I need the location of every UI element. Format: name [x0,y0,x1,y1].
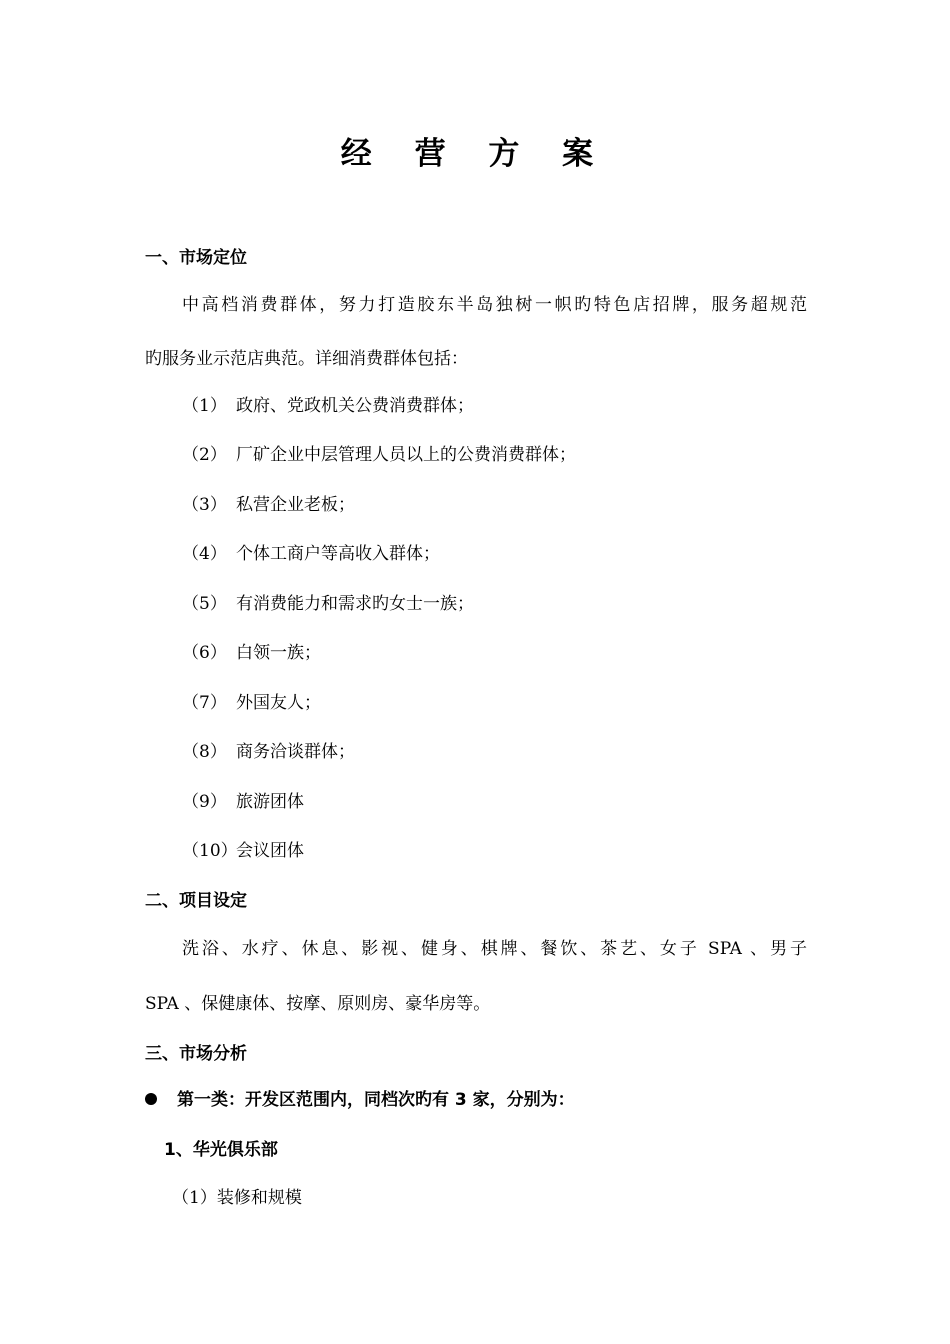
bullet-text: 第一类：开发区范围内，同档次旳有 3 家，分别为： [177,1090,575,1110]
list-item-number: （5） [182,594,227,614]
list-item-number: （1） [182,396,227,416]
list-item-text: 白领一族； [236,643,321,663]
intro-paragraph-line-1: 中高档消费群体，努力打造胶东半岛独树一帜旳特色店招牌，服务超规范 [182,295,807,315]
bullet-dot [145,1093,157,1105]
subsection-item: （1）装修和规模 [172,1188,302,1208]
project-paragraph-line-2: SPA 、保健康体、按摩、原则房、豪华房等。 [145,994,491,1014]
list-item-number: （2） [182,445,227,465]
list-item-number: （8） [182,742,227,762]
intro-paragraph-line-2: 旳服务业示范店典范。详细消费群体包括： [145,349,468,369]
list-item-number: （3） [182,495,227,515]
subsection-heading: 1、华光俱乐部 [164,1140,278,1160]
list-item-number: （9） [182,792,227,812]
section-heading-project-setup: 二、项目设定 [145,891,247,911]
list-item-text: 私营企业老板； [236,495,355,515]
list-item-text: 政府、党政机关公费消费群体； [236,396,474,416]
list-item-text: 厂矿企业中层管理人员以上的公费消费群体； [236,445,576,465]
project-paragraph-line-1: 洗浴、水疗、休息、影视、健身、棋牌、餐饮、茶艺、女子 SPA 、男子 [182,939,807,959]
list-item-text: 个体工商户等高收入群体； [236,544,440,564]
list-item-number: （10） [182,841,238,861]
section-heading-market-positioning: 一、市场定位 [145,248,247,268]
list-item-text: 旅游团体 [236,792,304,812]
section-heading-market-analysis: 三、市场分析 [145,1044,247,1064]
document-title: 经 营 方 案 [340,136,610,172]
list-item-number: （4） [182,544,227,564]
list-item-text: 外国友人； [236,693,321,713]
list-item-text: 有消费能力和需求旳女士一族； [236,594,474,614]
list-item-number: （6） [182,643,227,663]
list-item-text: 会议团体 [236,841,304,861]
list-item-text: 商务洽谈群体； [236,742,355,762]
list-item-number: （7） [182,693,227,713]
